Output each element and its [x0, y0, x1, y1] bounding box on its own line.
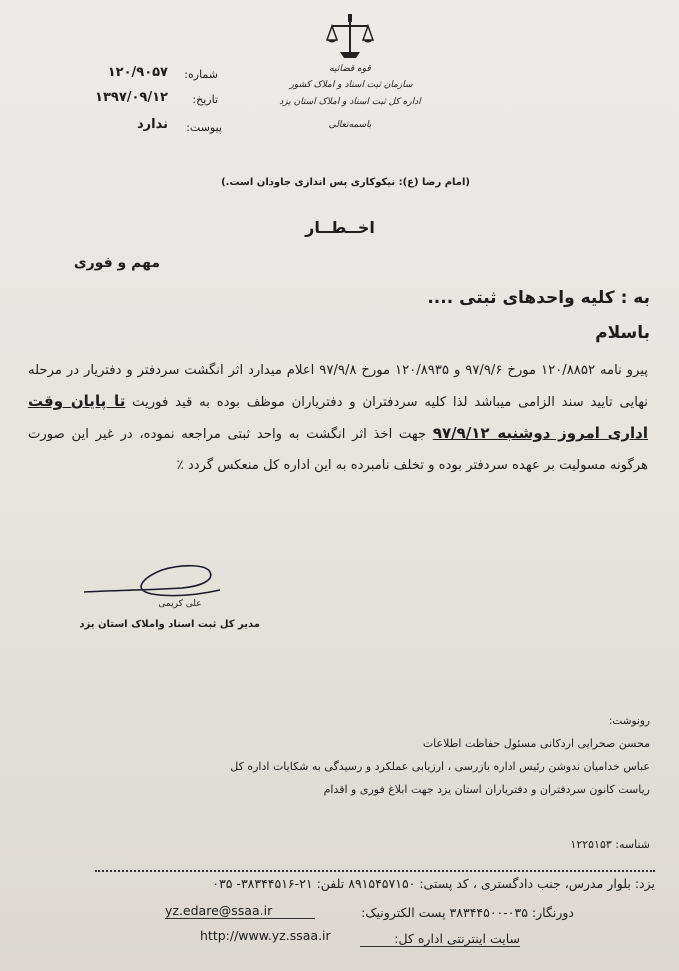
greeting: باسلام [595, 323, 650, 343]
org-line-1: قوه قضائیه [329, 64, 371, 74]
org-line-4: باسمه‌تعالی [328, 120, 372, 130]
footer-email[interactable]: yz.edare@ssaa.ir [165, 903, 315, 919]
cc-item: عباس خدامیان ندوشن رئیس اداره بازرسی ، ارزیابی عملکرد و رسیدگی به شکایات اداره کل [230, 760, 650, 773]
body-line-2: و دفتریار در مرحله نهایی تایید سند الزامی میباشد لذا کلیه سردفتران و دفتریاران موظف بوده به [28, 363, 648, 410]
number-value: ۱۲۰/۹۰۵۷ [107, 65, 168, 80]
deadline-highlight: تا پایان وقت اداری امروز دوشنبه ۹۷/۹/۱۲ [28, 392, 648, 442]
body-line-3-post: جهت اخذ اثر انگشت به واحد [256, 427, 427, 442]
body-paragraph [28, 355, 648, 481]
signatory-name: علی کریمی [158, 599, 202, 609]
attachment-value: ندارد [136, 117, 168, 132]
number-label: شماره: [184, 68, 218, 81]
recipient-line: به : کلیه واحدهای ثبتی .... [427, 288, 650, 308]
body-line-4: ثبتی مراجعه نموده، در غیر این صورت هرگونه مسولیت بر عهده سردفتر بوده و تخلف نامبرده به [28, 427, 648, 473]
body-line-3-pre: قید فوریت [132, 395, 193, 410]
document-id: شناسه: ۱۲۲۵۱۵۳ [570, 838, 650, 851]
org-line-3: اداره کل ثبت اسناد و املاک استان یزد [279, 97, 421, 107]
scales-of-justice-icon [326, 12, 374, 60]
attachment-label: پیوست: [186, 121, 222, 134]
letter-title: اخــطــار [305, 218, 375, 237]
date-value: ۱۳۹۷/۰۹/۱۲ [95, 90, 168, 105]
date-label: تاریخ: [192, 93, 218, 106]
footer-divider [95, 870, 655, 872]
urgency-note: مهم و فوری [73, 255, 160, 271]
cc-heading: رونوشت: [608, 715, 650, 727]
org-line-2: سازمان ثبت اسناد و املاک کشور [289, 80, 413, 90]
cc-item: ریاست کانون سردفتران و دفتریاران استان یزد جهت ابلاغ فوری و اقدام [323, 783, 650, 796]
footer-site-label: سایت اینترنتی اداره کل: [360, 931, 520, 947]
cc-item: محسن صحرایی اردکانی مسئول حفاظت اطلاعات [422, 737, 650, 750]
footer-address: یزد: بلوار مدرس، جنب دادگستری ، کد پستی: ۸۹۱۵۴۵۷۱۵۰ تلفن: ۲۱-۳۸۳۴۴۵۱۶- ۰۳۵ [212, 876, 655, 891]
footer-fax: دورنگار: ۰۳۵-۳۸۳۴۴۵۰۰ پست الکترونیک: [361, 905, 574, 920]
signatory-title: مدیر کل ثبت اسناد واملاک استان یزد [79, 619, 260, 630]
imam-reza-quote: (امام رضا (ع): نیکوکاری پس اندازی جاودان است.) [221, 177, 470, 188]
footer-site-url[interactable]: http://www.yz.ssaa.ir [200, 928, 331, 943]
body-line-1: پیرو نامه ۱۲۰/۸۸۵۲ مورخ ۹۷/۹/۶ و ۱۲۰/۸۹۳۵ مورخ ۹۷/۹/۸ اعلام میدارد اثر انگشت سردفتر [137, 363, 648, 378]
body-line-5: این اداره کل منعکس گردد ٪ [176, 458, 332, 473]
